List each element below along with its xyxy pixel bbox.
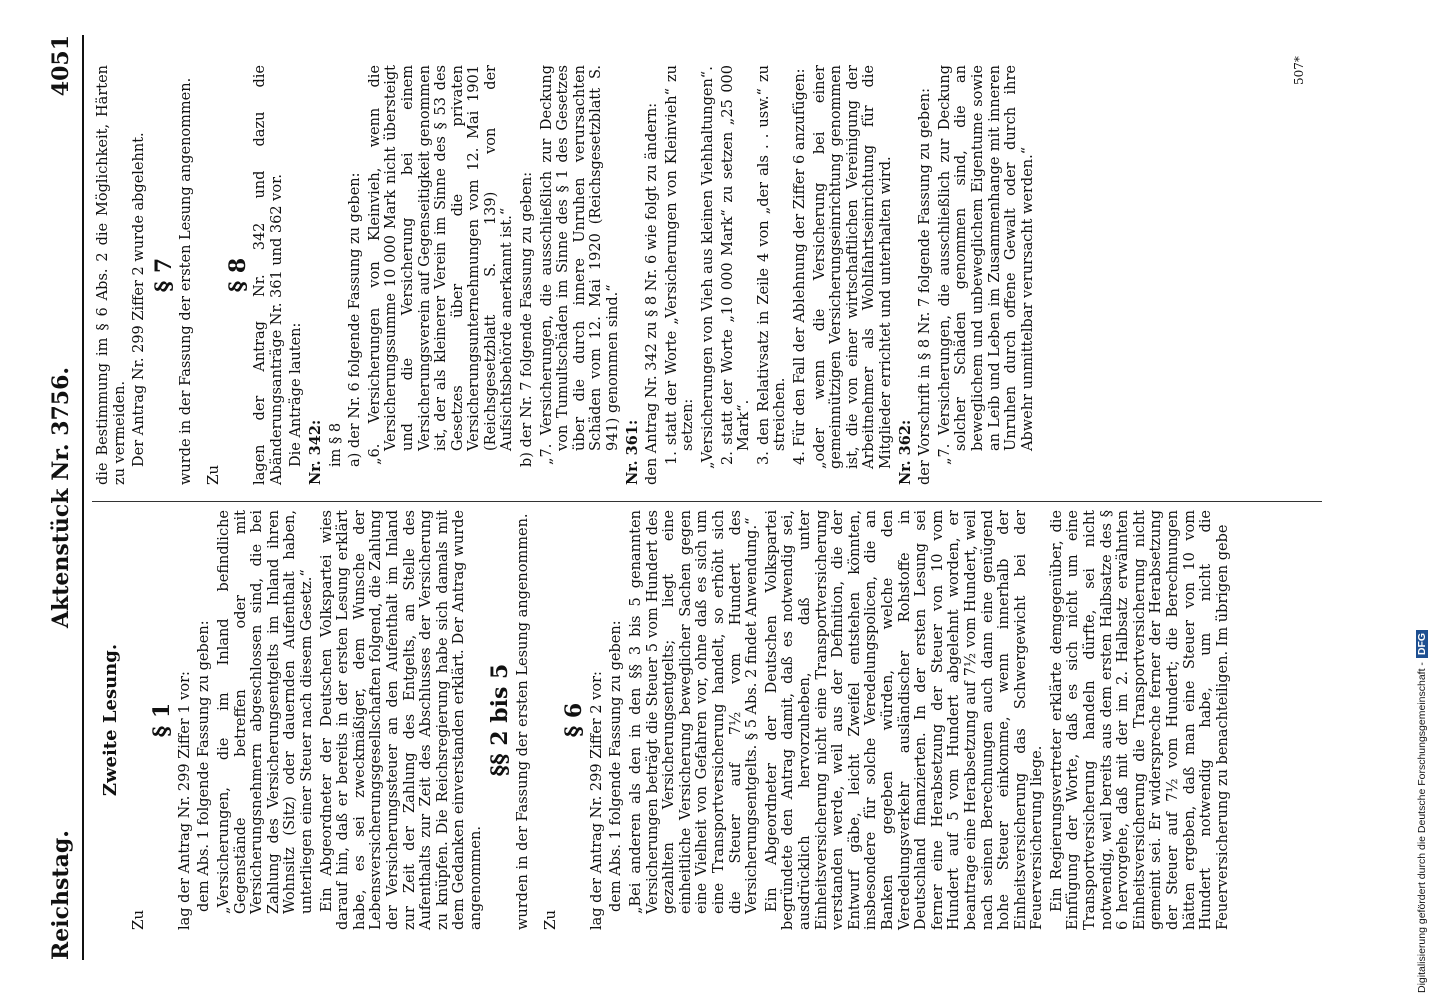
- list-item: 3. den Relativsatz in Zeile 4 von „der als . . usw.“ zu streichen.: [755, 65, 789, 465]
- text-paragraph: dem Abs. 1 folgende Fassung zu geben:: [608, 620, 625, 912]
- list-item: 4. Für den Fall der Ablehnung der Ziffer 6 anzufügen:: [791, 68, 808, 465]
- paragraph-heading: § 7: [150, 257, 177, 293]
- quoted-text: „Versicherungen von Vieh aus kleinen Viehhaltungen“.: [700, 66, 716, 469]
- quoted-text: „6. Versicherungen von Kleinvieh, wenn die Versicherungssumme 10 000 Mark nicht übersteigt und die Versicherung bei einem Versicherungsverein auf Gegenseitigkeit genommen ist, der als kleinerer Verein im Sinne des § 53 des Gesetzes über die privaten Versicherungsunternehmungen vom 12. Mai 1901 (Reichsgesetzblatt S. 139) von der Aufsichtsbehörde anerkannt ist.“: [366, 65, 516, 465]
- digitization-stamp: [1416, 8, 1432, 993]
- page-header: [48, 35, 78, 960]
- quoted-text: „7. Versicherungen, die ausschließlich zur Deckung von Tumultschäden im Sinne des § 1 des Gesetzes über die durch innere Unruhen verursachten Schäden vom 12. Mai 1920 (Reichsgesetzblatt S. 941) genommen sind.“: [538, 65, 622, 465]
- quoted-text: „7. Versicherungen, die ausschließlich zur Deckung solcher Schäden genommen sind, die an beweglichem und unbeweglichem Eigentume sowie an Leib und Leben im Zusammenhange mit inneren Unruhen durch offene Gewalt oder durch ihre Abwehr unmittelbar verursacht werden.“: [936, 65, 1036, 465]
- text-paragraph: wurden in der Fassung der ersten Lesung angenommen.: [515, 513, 532, 930]
- stamp-text: [1416, 8, 1428, 993]
- left-column: [95, 510, 1234, 930]
- text-paragraph: Ein Abgeordneter der Deutschen Volkspartei begründete den Antrag damit, daß es notwendig sei, ausdrücklich hervorzuheben, daß unter Einheitsversicherung nicht eine Transportversicherung verstanden werde, weil aus der Definition, die der Entwurf gäbe, leicht Zweifel entstehen könnten, insbesondere für solche Veredelungspolicen, die an Banken gegeben würden, welche den Veredelungsverkehr ausländischer Rohstoffe in Deutschland finanzierten. In der ersten Lesung sei ferner eine Herabsetzung der Steuer von 10 vom Hundert auf 5 vom Hundert abgelehnt worden, er beantrage eine Herabsetzung auf 7½ vom Hundert, weil nach seinen Berechnungen auch dann eine genügend hohe Steuer einkomme, wenn innerhalb der Einheitsversicherung das Schwergewicht bei der Feuerversicherung liege.: [763, 510, 1046, 930]
- text-paragraph: dem Abs. 1 folgende Fassung zu geben:: [196, 620, 213, 912]
- text-paragraph: lag der Antrag Nr. 299 Ziffer 1 vor:: [176, 671, 193, 930]
- text-paragraph: b) der Nr. 7 folgende Fassung zu geben:: [519, 171, 536, 467]
- text-paragraph: Ein Abgeordneter der Deutschen Volkspartei wies darauf hin, daß er bereits in der ersten Lesung erklärt habe, es sei zweckmäßiger, dem Wunsche der Lebensversicherungsgesellschaften folgend, die Zahlung der Versicherungssteuer an den Aufenthalt im Inland zur Zeit der Zahlung des Entgelts, an Stelle des Aufenthalts zur Zeit des Abschlusses der Versicherung zu knüpfen. Die Reichsregierung habe sich damals mit dem Gedanken einverstanden erklärt. Der Antrag wurde angenommen.: [318, 510, 484, 930]
- text-paragraph: Die Anträge lauten:: [288, 322, 305, 467]
- paragraph-heading: § 6: [561, 702, 588, 738]
- text-paragraph: lag der Antrag Nr. 299 Ziffer 2 vor:: [588, 671, 605, 930]
- text-paragraph: a) der Nr. 6 folgende Fassung zu geben:: [347, 172, 364, 467]
- zu-label: Zu: [128, 909, 147, 930]
- text-paragraph: der Vorschrift in § 8 Nr. 7 folgende Fassung zu geben:: [917, 88, 934, 485]
- list-item: 1. statt der Worte „Versicherungen von Kleinvieh“ zu setzen:: [663, 65, 697, 465]
- motion-number: Nr. 362:: [896, 419, 914, 485]
- text-paragraph: die Bestimmung im § 6 Abs. 2 die Möglichkeit, Härten zu vermeiden.: [95, 65, 128, 485]
- paragraph-heading: § 1: [149, 702, 176, 738]
- quoted-text: „Bei anderen als den in den §§ 3 bis 5 genannten Versicherungen beträgt die Steuer 5 vom Hundert des gezahlten Versicherungsentgelts; liegt eine einheitliche Versicherung beweglicher Sachen gegen eine Vielheit von Gefahren vor, ohne daß es sich um eine Transportversicherung handelt, so erhöht sich die Steuer auf 7½ vom Hundert des Versicherungsentgelts. § 5 Abs. 2 findet Anwendung.“: [628, 510, 761, 914]
- text-paragraph: Der Antrag Nr. 299 Ziffer 2 wurde abgelehnt.: [131, 132, 148, 467]
- zu-label: Zu: [540, 909, 559, 930]
- motion-number: Nr. 342:: [306, 419, 324, 485]
- header-rule: [82, 35, 84, 960]
- section-title: Zweite Lesung.: [100, 643, 121, 797]
- text-paragraph: den Antrag Nr. 342 zu § 8 Nr. 6 wie folgt zu ändern:: [644, 102, 661, 485]
- text-paragraph: Ein Regierungsvertreter erklärte demgegenüber, die Einfügung der Worte, daß es sich nicht um eine Transportversicherung handeln dürfte, sei nicht notwendig, weil bereits aus dem ersten Halbsatze des § 6 hervorgehe, daß mit der im 2. Halbsatz erwähnten Einheitsversicherung die Transportversicherung nicht gemeint sei. Er widerspreche ferner der Herabsetzung der Steuer auf 7½ vom Hundert; die Berechnungen hätten ergeben, daß man eine Steuer von 10 vom Hundert notwendig habe, um nicht die Feuerversicherung zu benachteiligen. Im übrigen gebe: [1048, 510, 1231, 930]
- right-column: [95, 65, 1039, 485]
- text-paragraph: lagen der Antrag Nr. 342 und dazu die Abänderungsanträge Nr. 361 und 362 vor.: [252, 65, 285, 485]
- header-center: Aktenstück Nr. 3756.: [48, 366, 74, 629]
- dfg-logo: DFG: [1416, 630, 1428, 658]
- paragraph-heading: § 8: [224, 257, 251, 293]
- page-number: 4051: [48, 35, 74, 97]
- quoted-text: „oder wenn die Versicherung bei einer gemeinnützigen Versicherungseinrichtung genommen ist, die von einer wirtschaftlichen Vereinigung der Arbeitnehmer als Wohlfahrtseinrichtung für die Mitglieder errichtet und unterhalten wird.: [811, 65, 894, 469]
- stamp-caption: Digitalisierung gefördert durch die Deutsche Forschungsgemeinschaft -: [1416, 662, 1428, 993]
- paragraph-heading: §§ 2 bis 5: [487, 663, 514, 777]
- signature-mark: 507*: [1292, 56, 1306, 85]
- list-item: 2. statt der Worte „10 000 Mark“ zu setzen „25 000 Mark“.: [719, 65, 753, 465]
- zu-label: Zu: [203, 464, 222, 485]
- text-paragraph: im § 8: [327, 422, 344, 467]
- text-paragraph: wurde in der Fassung der ersten Lesung angenommen.: [178, 77, 195, 485]
- column-divider: [92, 501, 1322, 502]
- header-left: Reichstag.: [48, 830, 74, 960]
- motion-number: Nr. 361:: [623, 419, 641, 485]
- quoted-text: „Versicherungen, die im Inland befindliche Gegenstände betreffen oder mit Versicherungsnehmern abgeschlossen sind, die bei Zahlung des Versicherungsentgelts im Inland ihren Wohnsitz (Sitz) oder dauernden Aufenthalt haben, unterliegen einer Steuer nach diesem Gesetz.“: [215, 510, 315, 914]
